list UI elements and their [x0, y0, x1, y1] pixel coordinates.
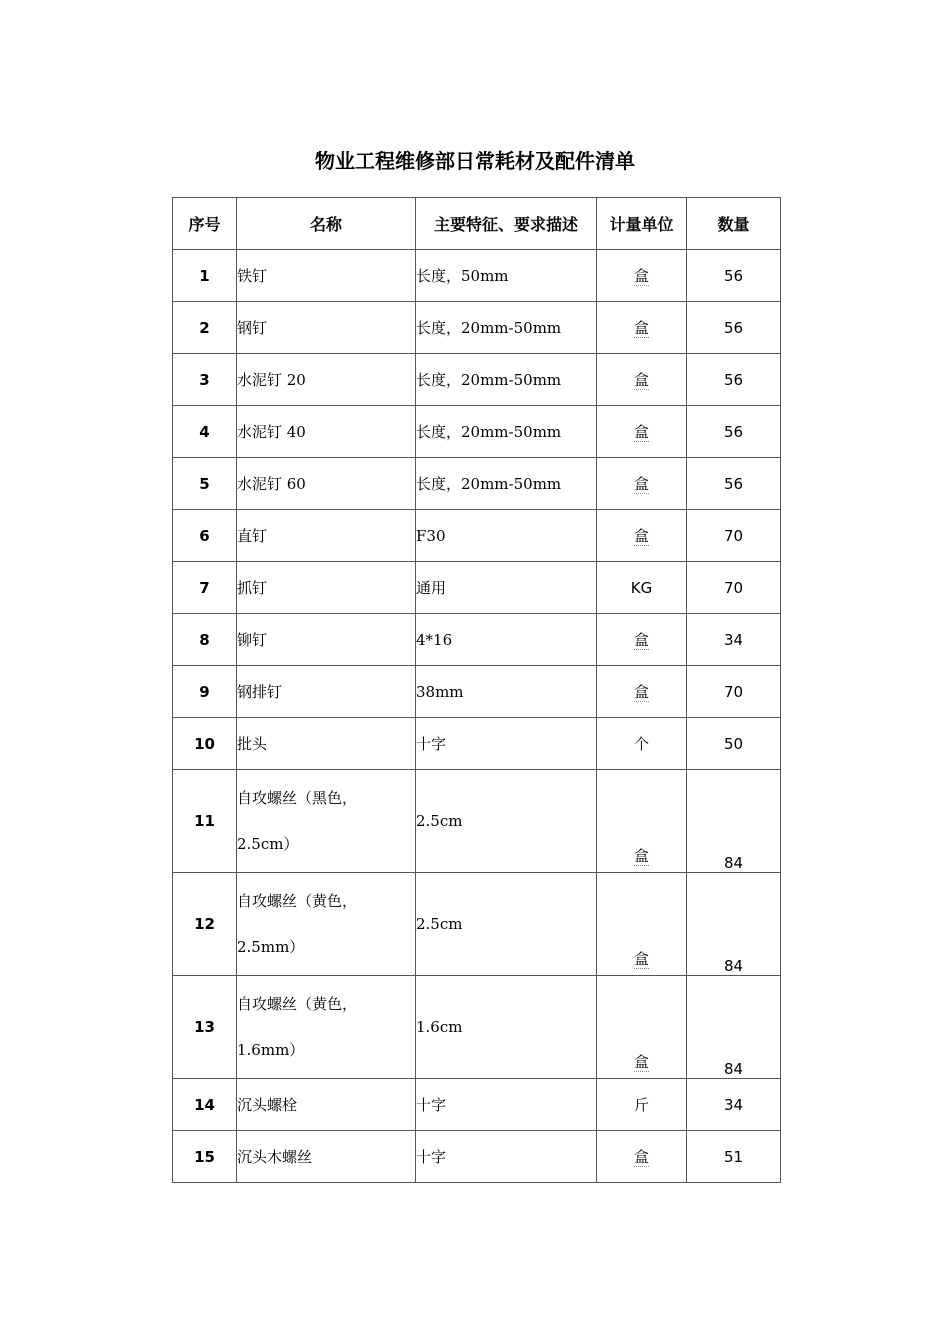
cell-unit — [597, 354, 687, 406]
table-row — [173, 302, 781, 354]
header-seq: 序号 — [173, 198, 237, 250]
table-row — [173, 562, 781, 614]
cell-unit — [597, 1131, 687, 1183]
cell-qty: 50 — [687, 718, 781, 770]
cell-name: 水泥钉 20 — [237, 354, 416, 406]
unit-text: 盒 — [633, 475, 649, 493]
cell-seq: 10 — [173, 718, 237, 770]
cell-unit — [597, 976, 687, 1079]
cell-qty: 51 — [687, 1131, 781, 1183]
table-row — [173, 1131, 781, 1183]
page-title: 物业工程维修部日常耗材及配件清单 — [315, 149, 635, 173]
cell-name: 沉头木螺丝 — [237, 1131, 416, 1183]
unit-text: 盒 — [633, 319, 649, 337]
cell-qty: 70 — [687, 562, 781, 614]
cell-unit — [597, 406, 687, 458]
cell-unit — [597, 718, 687, 770]
cell-desc: 通用 — [416, 562, 597, 614]
cell-unit — [597, 770, 687, 873]
unit-text: 盒 — [633, 423, 649, 441]
unit-text: 盒 — [633, 1148, 649, 1166]
cell-desc: 4*16 — [416, 614, 597, 666]
cell-name: 抓钉 — [237, 562, 416, 614]
cell-unit — [597, 562, 687, 614]
cell-unit — [597, 1079, 687, 1131]
header-desc: 主要特征、要求描述 — [416, 198, 597, 250]
cell-name: 铁钉 — [237, 250, 416, 302]
table-row — [173, 250, 781, 302]
cell-unit — [597, 302, 687, 354]
cell-seq: 1 — [173, 250, 237, 302]
cell-desc: 长度，50mm — [416, 250, 597, 302]
unit-wrap — [597, 1051, 686, 1078]
qty-wrap: 84 — [723, 957, 744, 975]
unit-text: 盒 — [633, 950, 649, 968]
cell-unit — [597, 873, 687, 976]
cell-qty: 56 — [687, 302, 781, 354]
unit-text: 盒 — [633, 683, 649, 701]
cell-unit — [597, 666, 687, 718]
unit-text: 斤 — [633, 1096, 649, 1114]
cell-desc: 长度，20mm-50mm — [416, 406, 597, 458]
cell-desc: F30 — [416, 510, 597, 562]
table-row — [173, 976, 781, 1079]
cell-qty: 56 — [687, 250, 781, 302]
table-row — [173, 458, 781, 510]
cell-qty — [687, 873, 781, 976]
name-line-1: 自攻螺丝（黄色， — [237, 892, 358, 910]
cell-name: 沉头螺栓 — [237, 1079, 416, 1131]
name-line-1: 自攻螺丝（黄色， — [237, 995, 358, 1013]
cell-name: 铆钉 — [237, 614, 416, 666]
unit-text: 盒 — [633, 847, 649, 865]
cell-seq: 6 — [173, 510, 237, 562]
cell-desc: 长度，20mm-50mm — [416, 302, 597, 354]
cell-seq: 9 — [173, 666, 237, 718]
name-multiline — [237, 775, 415, 867]
cell-qty: 34 — [687, 1079, 781, 1131]
cell-seq: 4 — [173, 406, 237, 458]
cell-qty: 56 — [687, 406, 781, 458]
unit-text: 盒 — [633, 371, 649, 389]
table-row — [173, 510, 781, 562]
unit-text: 个 — [633, 735, 649, 753]
cell-seq: 15 — [173, 1131, 237, 1183]
unit-text: KG — [630, 578, 653, 597]
name-line-2: 2.5mm） — [237, 938, 305, 956]
unit-wrap — [597, 948, 686, 975]
cell-name: 水泥钉 60 — [237, 458, 416, 510]
unit-text: 盒 — [633, 1053, 649, 1071]
cell-desc: 1.6cm — [416, 976, 597, 1079]
cell-name — [237, 873, 416, 976]
cell-unit — [597, 614, 687, 666]
cell-unit — [597, 250, 687, 302]
cell-seq: 2 — [173, 302, 237, 354]
cell-name — [237, 770, 416, 873]
table-row — [173, 614, 781, 666]
cell-seq: 13 — [173, 976, 237, 1079]
table-row — [173, 354, 781, 406]
cell-seq: 5 — [173, 458, 237, 510]
cell-qty: 70 — [687, 666, 781, 718]
cell-seq: 11 — [173, 770, 237, 873]
name-line-2: 1.6mm） — [237, 1041, 305, 1059]
cell-name: 水泥钉 40 — [237, 406, 416, 458]
cell-name: 直钉 — [237, 510, 416, 562]
unit-text: 盒 — [633, 631, 649, 649]
cell-seq: 7 — [173, 562, 237, 614]
name-line-1: 自攻螺丝（黑色， — [237, 789, 358, 807]
table-row — [173, 770, 781, 873]
cell-seq: 14 — [173, 1079, 237, 1131]
cell-qty — [687, 770, 781, 873]
name-multiline — [237, 878, 415, 970]
cell-qty: 34 — [687, 614, 781, 666]
name-line-2: 2.5cm） — [237, 835, 299, 853]
cell-name: 钢钉 — [237, 302, 416, 354]
cell-desc: 十字 — [416, 1079, 597, 1131]
cell-qty: 56 — [687, 458, 781, 510]
header-qty: 数量 — [687, 198, 781, 250]
cell-qty — [687, 976, 781, 1079]
table-row — [173, 1079, 781, 1131]
cell-unit — [597, 458, 687, 510]
header-unit: 计量单位 — [597, 198, 687, 250]
cell-desc: 2.5cm — [416, 873, 597, 976]
cell-desc: 38mm — [416, 666, 597, 718]
name-multiline — [237, 981, 415, 1073]
cell-name: 批头 — [237, 718, 416, 770]
unit-text: 盒 — [633, 267, 649, 285]
cell-desc: 十字 — [416, 1131, 597, 1183]
table-row — [173, 666, 781, 718]
unit-wrap — [597, 845, 686, 872]
qty-wrap: 84 — [723, 854, 744, 872]
cell-desc: 2.5cm — [416, 770, 597, 873]
cell-name: 钢排钉 — [237, 666, 416, 718]
table-header-row — [173, 198, 781, 250]
cell-seq: 12 — [173, 873, 237, 976]
cell-name — [237, 976, 416, 1079]
qty-wrap: 84 — [723, 1060, 744, 1078]
cell-desc: 十字 — [416, 718, 597, 770]
table-row — [173, 718, 781, 770]
cell-qty: 56 — [687, 354, 781, 406]
inventory-table — [172, 197, 781, 1183]
table-row — [173, 873, 781, 976]
cell-qty: 70 — [687, 510, 781, 562]
header-name: 名称 — [237, 198, 416, 250]
cell-unit — [597, 510, 687, 562]
table-row — [173, 406, 781, 458]
cell-desc: 长度，20mm-50mm — [416, 458, 597, 510]
cell-desc: 长度，20mm-50mm — [416, 354, 597, 406]
unit-text: 盒 — [633, 527, 649, 545]
cell-seq: 8 — [173, 614, 237, 666]
cell-seq: 3 — [173, 354, 237, 406]
